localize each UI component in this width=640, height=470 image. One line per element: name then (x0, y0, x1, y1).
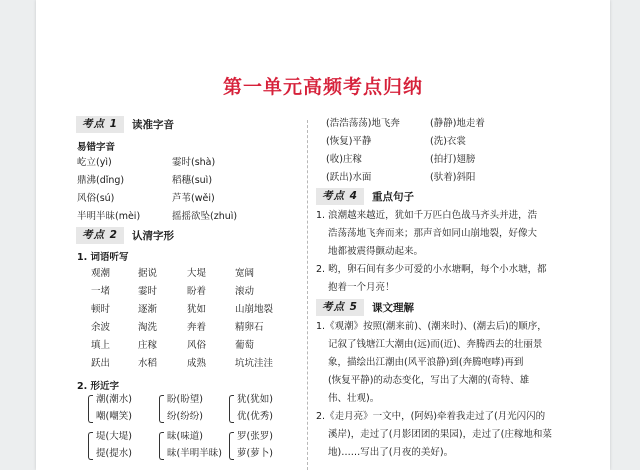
subheading-error-prone: 易错字音 (77, 142, 116, 153)
word-item: 犹如 (187, 304, 207, 315)
word-item: 大堤 (187, 268, 207, 279)
understanding-line: 2.《走月亮》一文中，(阿妈)牵着我走过了(月光闪闪的 (316, 411, 546, 422)
similar-char: 潮(潮水) (96, 394, 132, 405)
phrase-item: (收)庄稼 (326, 154, 362, 165)
word-item: 水稻 (138, 358, 158, 369)
section-header-kd5 (316, 299, 414, 316)
word-item: 宽阔 (235, 268, 255, 279)
bracket (159, 395, 164, 423)
subheading-dictation: 1. 词语听写 (77, 252, 129, 263)
similar-char: 纷(纷纷) (167, 411, 203, 422)
document-page (36, 0, 610, 470)
phrase-item: (跃出)水面 (326, 172, 372, 183)
word-item: 据说 (138, 268, 158, 279)
section-title: 重点句子 (371, 191, 414, 203)
column-divider (307, 120, 308, 470)
phrase-item: (恢复)平静 (326, 136, 372, 147)
section-title: 读准字音 (131, 119, 174, 131)
similar-char: 犹(犹如) (237, 394, 273, 405)
word-item: 奔着 (187, 322, 207, 333)
section-header-kd1 (76, 116, 174, 133)
section-header-kd4 (316, 188, 414, 205)
similar-char: 盼(盼望) (167, 394, 203, 405)
similar-char: 堤(大堤) (96, 431, 132, 442)
word-item: 精卵石 (235, 322, 264, 333)
word-item: 滚动 (235, 286, 255, 297)
sentence-line: 浩荡荡地飞奔而来；那声音如同山崩地裂，好像大 (328, 228, 538, 239)
word-item: 填上 (91, 340, 111, 351)
understanding-line: 记叙了钱塘江大潮由(远)而(近)、奔腾西去的壮丽景 (328, 339, 543, 350)
word-item: 观潮 (91, 268, 111, 279)
word-item: 淘洗 (138, 322, 158, 333)
pinyin-item: 稻穗(suì) (172, 175, 213, 186)
section-title: 课文理解 (371, 302, 414, 314)
word-item: 成熟 (187, 358, 207, 369)
understanding-line: (恢复平静)的动态变化，写出了大潮的(奇特、雄 (328, 375, 530, 386)
word-item: 风俗 (187, 340, 207, 351)
word-item: 庄稼 (138, 340, 158, 351)
sentence-line: 地都被震得颤动起来。 (328, 246, 424, 257)
similar-char: 优(优秀) (237, 411, 273, 422)
section-tag: 考点 5 (316, 299, 364, 316)
bracket (229, 432, 234, 460)
bracket (159, 432, 164, 460)
bracket (229, 395, 234, 423)
word-item: 山崩地裂 (235, 304, 274, 315)
section-tag: 考点 1 (76, 116, 124, 133)
pinyin-item: 鼎沸(dǐng) (77, 175, 125, 186)
word-item: 坑坑洼洼 (235, 358, 274, 369)
word-item: 葡萄 (235, 340, 255, 351)
phrase-item: (拍打)翅膀 (430, 154, 476, 165)
phrase-item: (静静)地走着 (430, 118, 485, 129)
similar-char: 罗(张罗) (237, 431, 273, 442)
word-item: 跃出 (91, 358, 111, 369)
sentence-line: 2. 哟，卵石间有多少可爱的小水塘啊，每个小水塘，都 (316, 264, 547, 275)
phrase-item: (驮着)斜阳 (430, 172, 476, 183)
bracket (88, 432, 93, 460)
word-item: 顿时 (91, 304, 111, 315)
understanding-line: 象，描绘出江潮由(风平浪静)到(奔腾咆哮)再到 (328, 357, 524, 368)
section-title: 认清字形 (131, 230, 174, 242)
pinyin-item: 屹立(yì) (77, 157, 112, 168)
section-tag: 考点 4 (316, 188, 364, 205)
understanding-line: 伟、壮观)。 (328, 393, 380, 404)
understanding-line: 地)……写出了(月夜的美好)。 (328, 447, 454, 458)
word-item: 余波 (91, 322, 111, 333)
word-item: 霎时 (138, 286, 158, 297)
phrase-item: (浩浩荡荡)地飞奔 (326, 118, 400, 129)
similar-char: 嘲(嘲笑) (96, 411, 132, 422)
similar-char: 昧(味道) (167, 431, 203, 442)
similar-char: 提(提水) (96, 448, 132, 459)
pinyin-item: 半明半昧(mèi) (77, 211, 141, 222)
section-header-kd2 (76, 227, 174, 244)
word-item: 一堵 (91, 286, 111, 297)
subheading-similar-chars: 2. 形近字 (77, 381, 120, 392)
page-title: 第一单元高频考点归纳 (222, 76, 423, 98)
similar-char: 萝(萝卜) (237, 448, 273, 459)
pinyin-item: 霎时(shà) (172, 157, 216, 168)
sentence-line: 1. 浪潮越来越近，犹如千万匹白色战马齐头并进，浩 (316, 210, 538, 221)
section-tag: 考点 2 (76, 227, 124, 244)
word-item: 逐渐 (138, 304, 158, 315)
pinyin-item: 风俗(sú) (77, 193, 115, 204)
phrase-item: (洗)衣裳 (430, 136, 466, 147)
pinyin-item: 芦苇(wěi) (172, 193, 215, 204)
similar-char: 昧(半明半昧) (167, 448, 222, 459)
understanding-line: 溪岸)，走过了(月影团团的果园)，走过了(庄稼地和菜 (328, 429, 552, 440)
bracket (88, 395, 93, 423)
understanding-line: 1.《观潮》按照(潮来前)、(潮来时)、(潮去后)的顺序， (316, 321, 547, 332)
pinyin-item: 摇摇欲坠(zhuì) (172, 211, 238, 222)
sentence-line: 抱着一个月亮！ (328, 282, 395, 293)
word-item: 盼着 (187, 286, 207, 297)
